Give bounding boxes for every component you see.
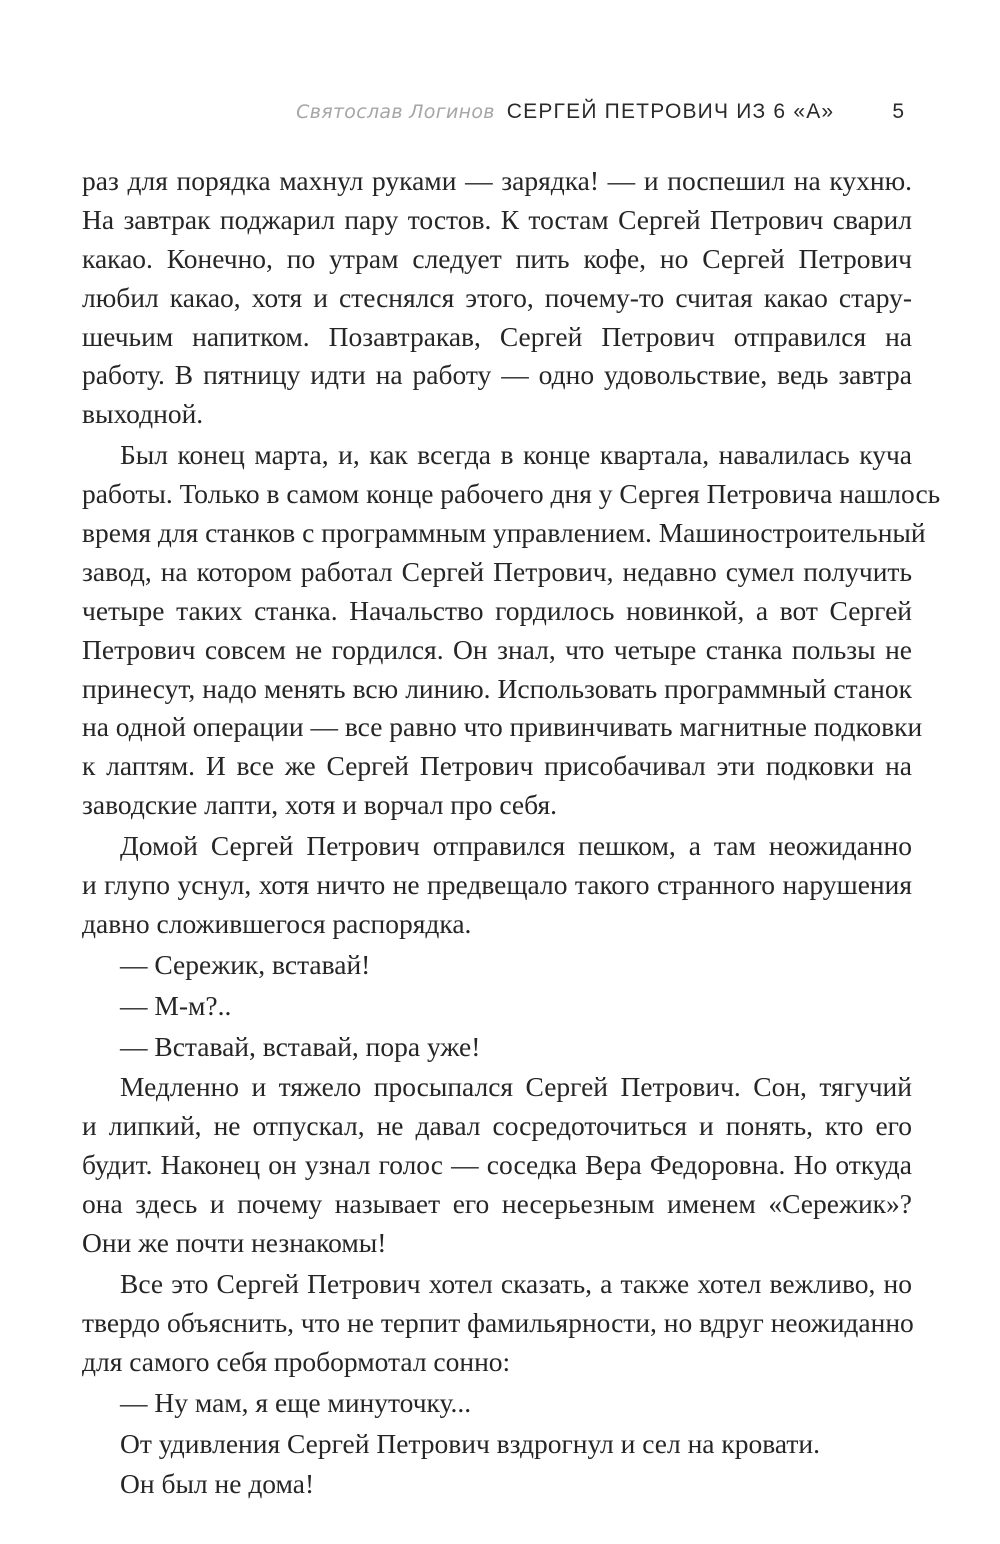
text-line: — Вставай, вставай, пора уже! xyxy=(120,1030,481,1062)
text-line: Домой Сергей Петрович отправился пешком, а там неожиданно xyxy=(120,830,912,862)
paragraph xyxy=(82,1384,912,1423)
text-line: будит. Наконец он узнал голос — соседка Вера Федоровна. Но откуда xyxy=(82,1149,912,1181)
text-line: и глупо уснул, хотя ничто не предвещало такого странного нарушения xyxy=(82,869,912,901)
text-line: Петрович совсем не гордился. Он знал, что четыре станка пользы не xyxy=(82,633,912,665)
text-line: — М-м?.. xyxy=(120,989,232,1021)
paragraph xyxy=(82,1028,912,1067)
text-line: твердо объяснить, что не терпит фамильярности, но вдруг неожиданно xyxy=(82,1306,914,1338)
text-line: завод, на котором работал Сергей Петрович, недавно сумел получить xyxy=(82,555,912,587)
text-line: На завтрак поджарил пару тостов. К тостам Сергей Петрович сварил xyxy=(82,203,912,235)
text-line: принесут, надо менять всю линию. Использовать программный станок xyxy=(82,672,912,704)
paragraph xyxy=(82,827,912,944)
text-line: давно сложившегося распорядка. xyxy=(82,907,472,939)
running-head-author: Святослав Логинов xyxy=(296,101,495,123)
text-line: четыре таких станка. Начальство гордилось новинкой, а вот Сергей xyxy=(82,594,912,626)
running-head-title: СЕРГЕЙ ПЕТРОВИЧ ИЗ 6 «А» xyxy=(506,100,835,123)
text-line: на одной операции — все равно что привинчивать магнитные подковки xyxy=(82,711,923,743)
paragraph xyxy=(82,987,912,1026)
text-line: работы. Только в самом конце рабочего дня у Сергея Петровича нашлось xyxy=(82,478,941,510)
running-head xyxy=(296,100,904,134)
page-number: 5 xyxy=(892,100,904,123)
text-line: шечьим напитком. Позавтракав, Сергей Петрович отправился на xyxy=(82,320,912,352)
text-line: — Сережик, вставай! xyxy=(120,948,371,980)
text-line: какао. Конечно, по утрам следует пить кофе, но Сергей Петрович xyxy=(82,242,912,274)
paragraph xyxy=(82,1068,912,1262)
paragraph xyxy=(82,162,912,434)
text-line: к лаптям. И все же Сергей Петрович присобачивал эти подковки на xyxy=(82,750,912,782)
paragraph xyxy=(82,1265,912,1382)
paragraph xyxy=(82,1465,912,1504)
text-line: Был конец марта, и, как всегда в конце квартала, навалилась куча xyxy=(120,439,912,471)
body-text xyxy=(82,162,941,1504)
text-line: раз для порядка махнул руками — зарядка! — и поспешил на кухню. xyxy=(82,165,912,196)
text-line: она здесь и почему называет его несерьезным именем «Сережик»? xyxy=(82,1188,912,1220)
text-line: время для станков с программным управлением. Машиностроительный xyxy=(82,517,926,549)
paragraph xyxy=(82,1425,912,1464)
text-line: выходной. xyxy=(82,398,204,430)
text-line: для самого себя пробормотал сонно: xyxy=(82,1345,511,1377)
text-line: Все это Сергей Петрович хотел сказать, а также хотел вежливо, но xyxy=(120,1267,912,1299)
text-line: любил какао, хотя и стеснялся этого, почему-то считая какао стару- xyxy=(82,281,912,313)
text-line: заводские лапти, хотя и ворчал про себя. xyxy=(82,789,557,821)
paragraph xyxy=(82,436,941,825)
text-line: работу. В пятницу идти на работу — одно удовольствие, ведь завтра xyxy=(82,359,912,391)
text-line: Они же почти незнакомы! xyxy=(82,1227,387,1259)
text-line: и липкий, не отпускал, не давал сосредоточиться и понять, кто его xyxy=(82,1110,912,1142)
text-line: Он был не дома! xyxy=(120,1468,315,1500)
text-line: Медленно и тяжело просыпался Сергей Петрович. Сон, тягучий xyxy=(120,1071,912,1103)
text-line: — Ну мам, я еще минуточку... xyxy=(120,1386,472,1418)
paragraph xyxy=(82,946,912,985)
text-line: От удивления Сергей Петрович вздрогнул и сел на кровати. xyxy=(120,1427,820,1459)
